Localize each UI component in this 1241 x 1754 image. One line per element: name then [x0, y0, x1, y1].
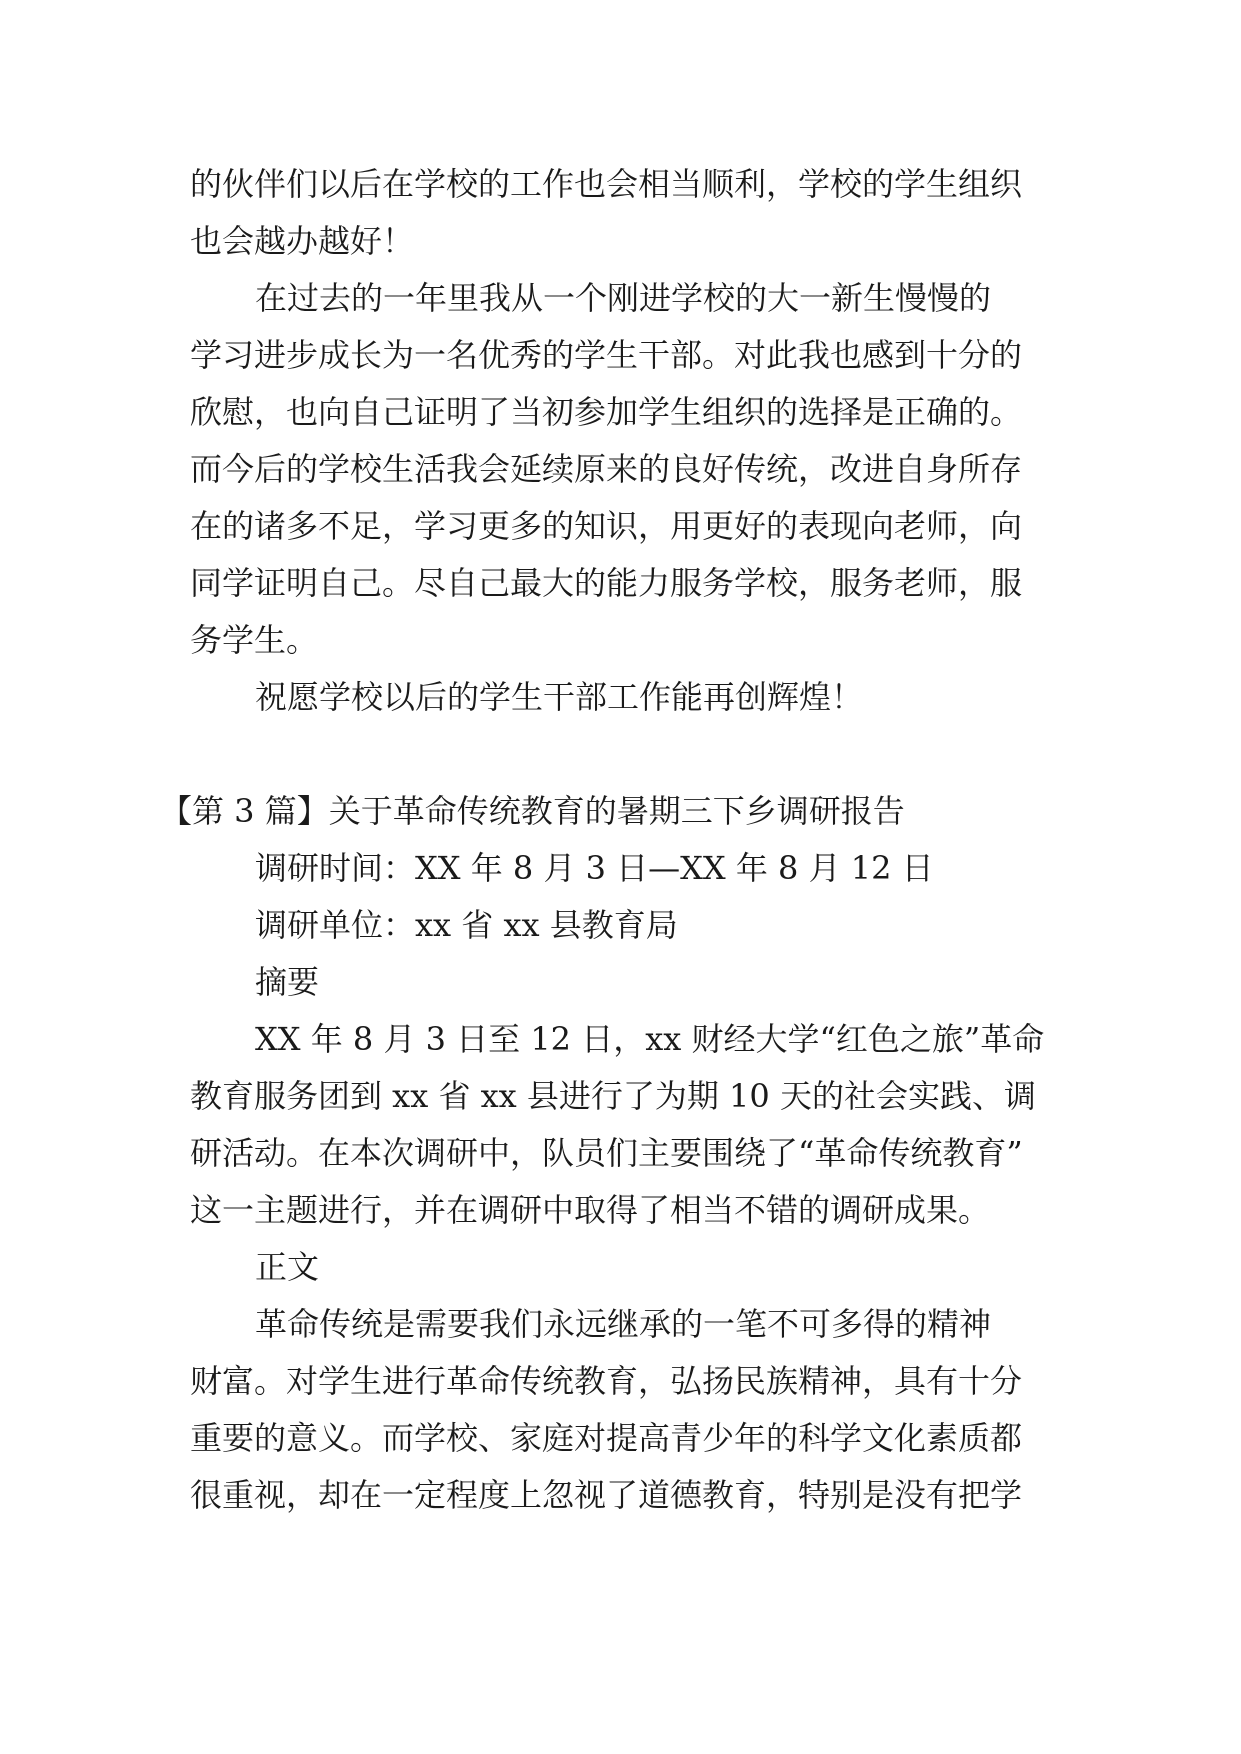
body-line: 在的诸多不足，学习更多的知识，用更好的表现向老师，向 [190, 507, 1023, 545]
body-line: 而今后的学校生活我会延续原来的良好传统，改进自身所存 [190, 450, 1023, 488]
body-line: 欣慰，也向自己证明了当初参加学生组织的选择是正确的。 [190, 393, 1023, 431]
body-line: 这一主题进行，并在调研中取得了相当不错的调研成果。 [190, 1191, 991, 1229]
paragraph-first-line: XX 年 8 月 3 日至 12 日，xx 财经大学“红色之旅”革命 [255, 1020, 1045, 1058]
body-line: 重要的意义。而学校、家庭对提高青少年的科学文化素质都 [190, 1419, 1023, 1457]
survey-time-line: 调研时间：XX 年 8 月 3 日—XX 年 8 月 12 日 [255, 849, 934, 887]
survey-unit-line: 调研单位：xx 省 xx 县教育局 [255, 906, 678, 944]
body-line: 财富。对学生进行革命传统教育，弘扬民族精神，具有十分 [190, 1362, 1023, 1400]
section-heading: 【第 3 篇】关于革命传统教育的暑期三下乡调研报告 [160, 792, 905, 830]
body-line: 研活动。在本次调研中，队员们主要围绕了“革命传统教育” [190, 1134, 1023, 1172]
body-line: 学习进步成长为一名优秀的学生干部。对此我也感到十分的 [190, 336, 1023, 374]
body-heading: 正文 [255, 1248, 320, 1286]
body-line: 同学证明自己。尽自己最大的能力服务学校，服务老师，服 [190, 564, 1023, 602]
body-line: 务学生。 [190, 621, 319, 659]
body-line: 教育服务团到 xx 省 xx 县进行了为期 10 天的社会实践、调 [190, 1077, 1036, 1115]
body-line: 也会越办越好！ [190, 222, 415, 260]
abstract-heading: 摘要 [255, 963, 320, 1001]
body-line: 很重视，却在一定程度上忽视了道德教育，特别是没有把学 [190, 1476, 1023, 1514]
paragraph-first-line: 革命传统是需要我们永远继承的一笔不可多得的精神 [255, 1305, 992, 1343]
body-line: 的伙伴们以后在学校的工作也会相当顺利，学校的学生组织 [190, 165, 1023, 203]
paragraph-first-line: 祝愿学校以后的学生干部工作能再创辉煌！ [255, 678, 864, 716]
paragraph-first-line: 在过去的一年里我从一个刚进学校的大一新生慢慢的 [255, 279, 992, 317]
